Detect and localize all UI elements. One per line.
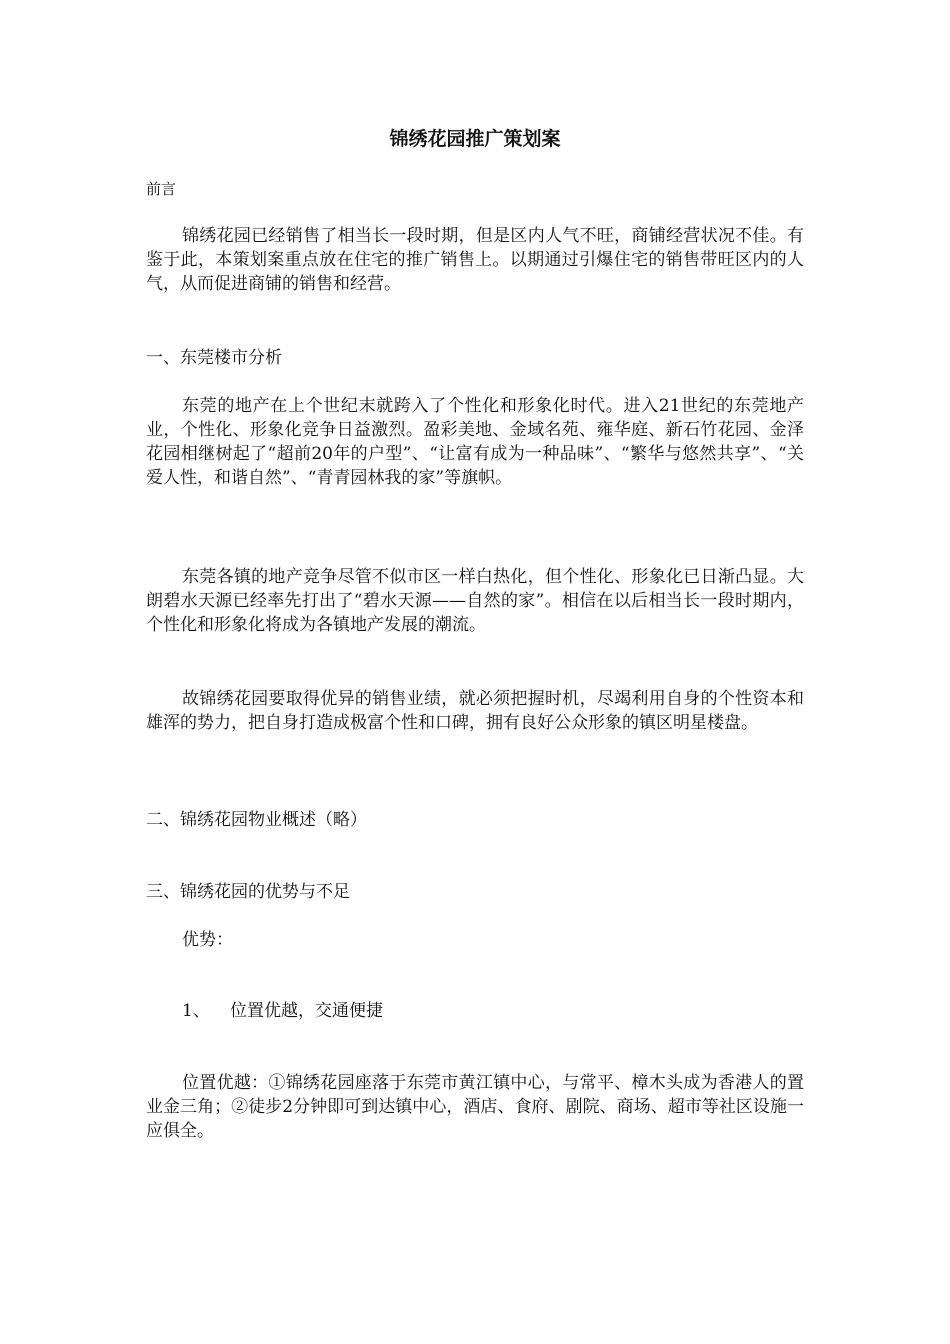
list-item-1-heading [182,999,383,1023]
list-item-1-paragraph: 位置优越：①锦绣花园座落于东莞市黄江镇中心，与常平、樟木头成为香港人的置业金三角；②徒步2分钟即可到达镇中心，酒店、食府、剧院、商场、超市等社区设施一应俱全。 [146,1073,804,1141]
section1-heading: 一、东莞楼市分析 [146,348,282,368]
section3-heading: 三、锦绣花园的优势与不足 [146,882,350,902]
section1-paragraph-3: 故锦绣花园要取得优异的销售业绩，就必须把握时机，尽竭利用自身的个性资本和雄浑的势力，把自身打造成极富个性和口碑，拥有良好公众形象的镇区明星楼盘。 [146,689,804,733]
advantages-label: 优势： [182,930,233,950]
section2-heading: 二、锦绣花园物业概述（略） [146,810,367,830]
section1-paragraph-1: 东莞的地产在上个世纪末就跨入了个性化和形象化时代。进入21世纪的东莞地产业，个性化、形象化竞争日益激烈。盈彩美地、金域名苑、雍华庭、新石竹花园、金泽花园相继树起了“超前20年的户型”、“让富有成为一种品味”、“繁华与悠然共享”、“关爱人性，和谐自然”、“青青园林我的家”等旗帜。 [146,396,804,488]
preface-paragraph: 锦绣花园已经销售了相当长一段时期，但是区内人气不旺，商铺经营状况不佳。有鉴于此，本策划案重点放在住宅的推广销售上。以期通过引爆住宅的销售带旺区内的人气，从而促进商铺的销售和经营。 [146,226,804,294]
list-item-1-number: 1、 [182,1001,210,1021]
preface-label: 前言 [146,180,177,198]
document-title: 锦绣花园推广策划案 [389,128,561,150]
list-item-1-title: 位置优越，交通便捷 [230,1001,383,1021]
section1-paragraph-2: 东莞各镇的地产竞争尽管不似市区一样白热化，但个性化、形象化已日渐凸显。大朗碧水天源已经率先打出了“碧水天源——自然的家”。相信在以后相当长一段时期内，个性化和形象化将成为各镇地产发展的潮流。 [146,567,804,635]
